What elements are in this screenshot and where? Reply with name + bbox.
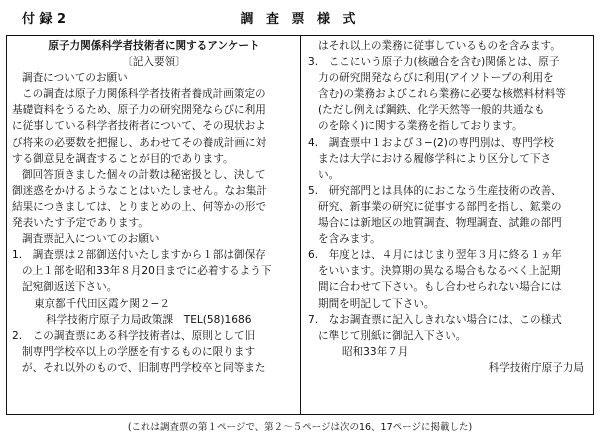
address-line: 東京都千代田区霞ケ関２−２: [34, 297, 171, 310]
instructions-heading: 〔記入要領〕: [122, 56, 186, 69]
list-item: 5. 研究部門とは具体的におこなう生産技術の改善、: [308, 184, 562, 197]
paragraph-line: 御回答頂きました個々の計数は秘密扱とし、決して: [22, 168, 266, 181]
paragraph-line: 研究、新事業の研究に従事する部門を指し、鉱業の: [318, 200, 562, 213]
paragraph-line: 場合には新地区の地質調査、物理調査、試錐の部門: [318, 217, 562, 230]
paragraph-line: が、それ以外のもので、旧制専門学校卒と同等また: [22, 361, 266, 374]
paragraph-line: 制専門学校卒以上の学歴を有するものに限ります: [22, 345, 256, 358]
left-column: [12, 38, 296, 376]
paragraph-line: 間に合わせて下さい。もし合わせられない場合には: [318, 281, 562, 294]
paragraph-line: または大学における履修学科により区分して下さ: [318, 152, 552, 165]
column-divider: [300, 35, 301, 415]
right-column: [308, 38, 590, 376]
address-line: 科学技術庁原子力局政策課 TEL(58)1686: [46, 313, 252, 326]
list-item: 7. なお調査票に記入しきれない場合には、この様式: [308, 313, 562, 326]
issuer-line: 科学技術庁原子力局: [488, 361, 584, 374]
section-heading: 調査票記入についてのお願い: [22, 233, 160, 246]
paragraph-line: 基礎資料をうるため、原子力の研究開発ならびに利用: [12, 104, 266, 117]
paragraph-line: する御意見を調査することが目的であります。: [12, 152, 234, 165]
list-item: 4. 調査票中１および３−(2)の専門別は、専門学校: [308, 136, 554, 149]
paragraph-line: 力の研究開発ならびに利用(アイソトープの利用を: [318, 72, 554, 85]
paragraph-line: 期間を明記して下さい。: [318, 297, 435, 310]
paragraph-line: 記宛御返送下さい。: [22, 281, 118, 294]
paragraph-line: に従事している科学者技術者について、その現状およ: [12, 120, 266, 133]
paragraph-line: 含む)の業務およびこれら業務に必要な核燃料材料等: [318, 88, 566, 101]
paragraph-line: を含みます。: [318, 233, 381, 246]
paragraph-line: び将来の必要数を把握し、あわせてその養成計画に対: [12, 136, 267, 149]
paragraph-line: (ただし例えば鋼鉄、化学天然等一般的共通なも: [318, 104, 545, 117]
list-item: 1. 調査票は２部御送付いたしますから１部は御保存: [12, 249, 266, 262]
form-title: 調 査 票 様 式: [240, 12, 360, 27]
date-line: 昭和33年７月: [342, 345, 409, 358]
paragraph-line: 御迷惑をかけるようなことはいたしません。なお集計: [12, 184, 267, 197]
paragraph-line: 発表いたす予定であります。: [12, 217, 149, 230]
paragraph-line: の上１部を昭和33年８月20日までに必着するよう下: [22, 265, 272, 278]
paragraph-line: はそれ以上の業務に従事しているものを含みます。: [318, 40, 561, 52]
list-item: 2. この調査票にある科学技術者は、原則として旧: [12, 329, 256, 342]
paragraph-line: 結果につきましては、とりまとめの上、何等かの形で: [12, 200, 267, 213]
paragraph-line: い。: [318, 168, 340, 181]
paragraph-line: に準じて別紙に御記入下さい。: [318, 329, 467, 342]
paragraph-line: をいいます。決算期の異なる場合もなるべく上記期: [318, 265, 561, 278]
survey-title: 原子力関係科学者技術者に関するアンケート: [48, 40, 260, 52]
footnote: (これは調査票の第１ページで、第２〜５ページは次の16、17ページに掲載した): [127, 422, 473, 433]
paragraph-line: この調査は原子力関係科学者技術者養成計画策定の: [22, 88, 266, 101]
list-item: 6. 年度とは、４月にはじまり翌年３月に終る１ヵ年: [308, 249, 562, 262]
paragraph-line: のを除く)に関する業務を指しております。: [318, 120, 523, 133]
list-item: 3. ここにいう原子力(核融合を含む)関係とは、原子: [308, 56, 560, 69]
appendix-label: 付 録 2: [22, 12, 67, 27]
section-heading: 調査についてのお願い: [22, 72, 128, 85]
